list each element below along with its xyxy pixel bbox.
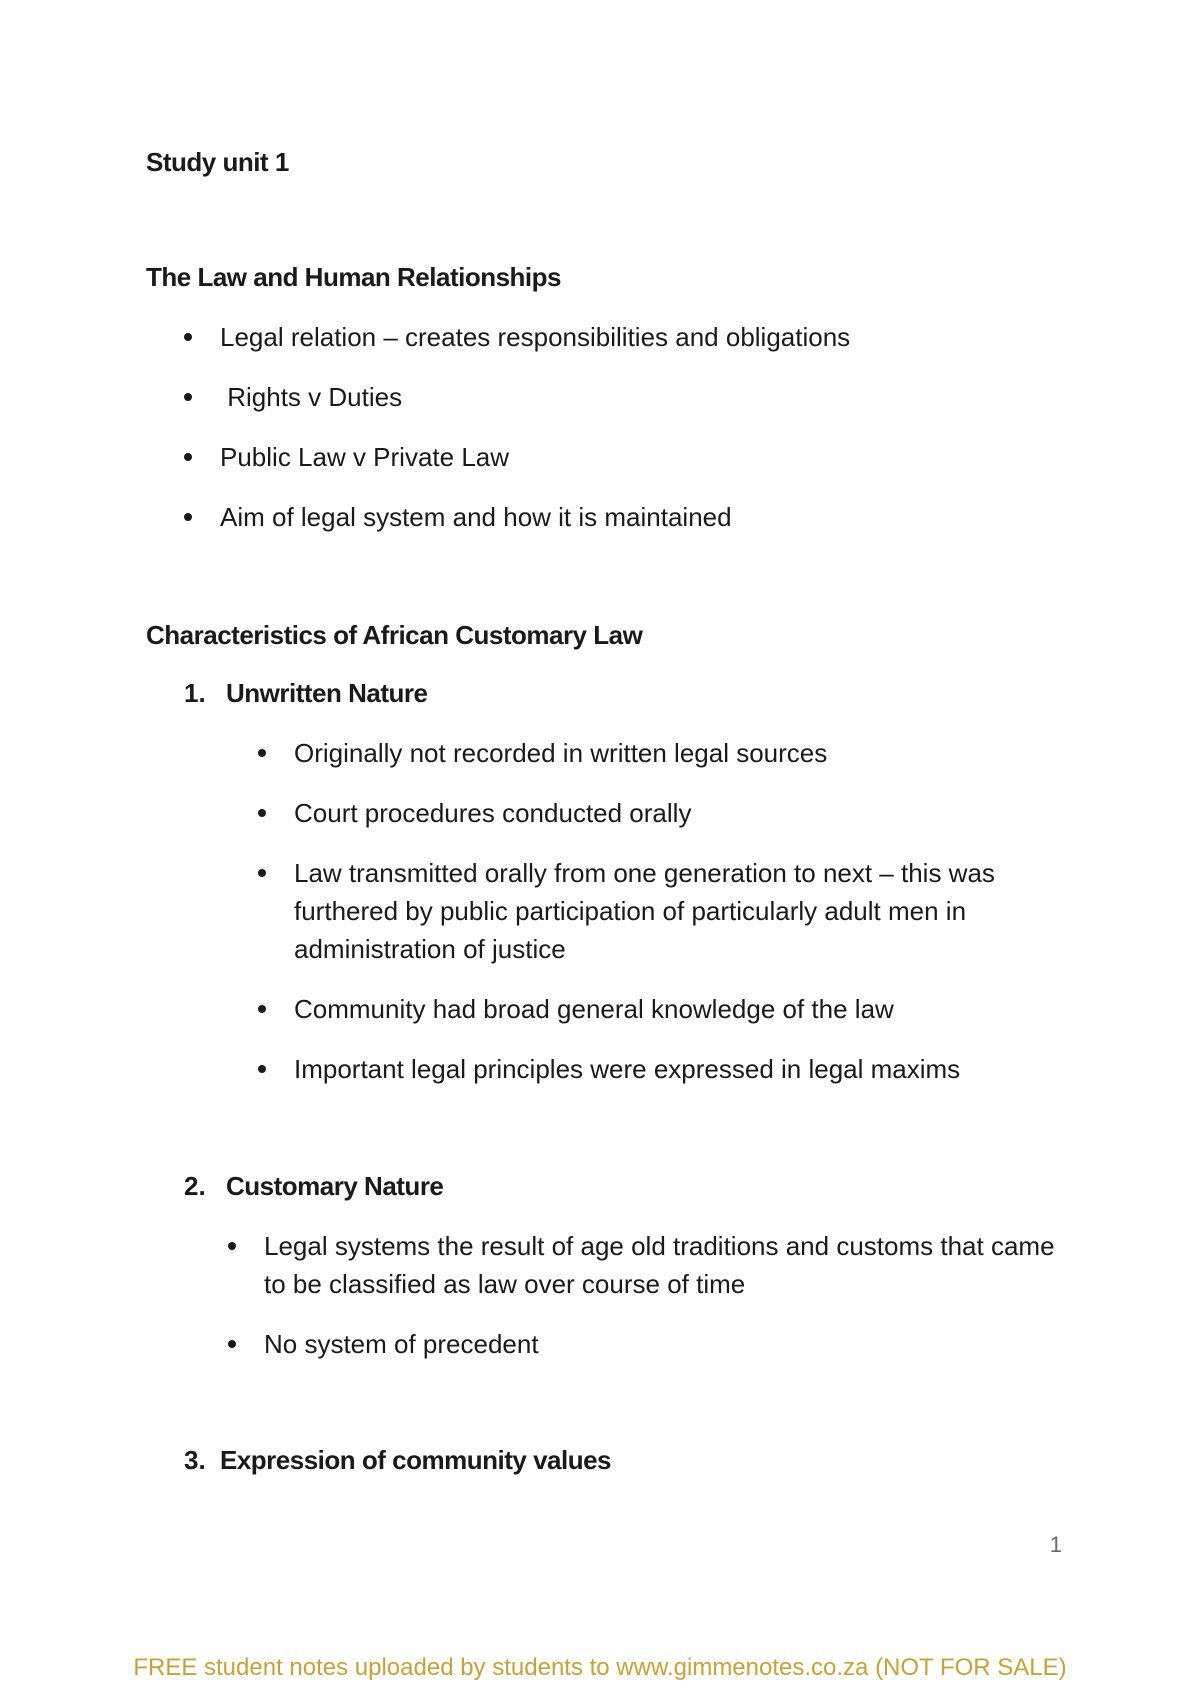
study-unit-title: Study unit 1 xyxy=(146,147,289,177)
list-item xyxy=(184,318,1084,356)
list-item xyxy=(184,438,1084,476)
item-number: 1. xyxy=(184,678,206,708)
list-item xyxy=(228,1325,1078,1363)
bullet-icon xyxy=(258,1005,266,1013)
item-number: 3. xyxy=(184,1445,206,1475)
section-heading-african-customary-law: Characteristics of African Customary Law xyxy=(146,620,643,650)
list-item-text: Originally not recorded in written legal sources xyxy=(294,738,828,768)
item-number: 2. xyxy=(184,1171,206,1201)
list-item xyxy=(184,498,1084,536)
bullet-icon xyxy=(258,809,266,817)
list-item-text: Public Law v Private Law xyxy=(220,442,510,472)
bullet-icon xyxy=(228,1340,236,1348)
list-item-text: Community had broad general knowledge of the law xyxy=(294,994,894,1024)
list-item-text: Important legal principles were expressed in legal maxims xyxy=(294,1054,961,1084)
item-title: Customary Nature xyxy=(226,1171,444,1201)
bullet-icon xyxy=(258,1065,266,1073)
bullet-icon xyxy=(258,749,266,757)
list-item-text: Court procedures conducted orally xyxy=(294,798,692,828)
bullet-icon xyxy=(184,453,192,461)
list-item-text: Rights v Duties xyxy=(220,382,403,412)
list-item-text: No system of precedent xyxy=(264,1329,539,1359)
bullet-icon xyxy=(258,869,266,877)
list-item-text: Aim of legal system and how it is maintained xyxy=(220,502,732,532)
list-item xyxy=(184,378,1084,416)
list-item xyxy=(258,1050,1078,1088)
list-item xyxy=(258,990,1078,1028)
section-heading-law-human-relationships: The Law and Human Relationships xyxy=(146,262,561,292)
list-item xyxy=(258,794,1078,832)
page-number: 1 xyxy=(1049,1532,1062,1557)
footer-notice: FREE student notes uploaded by students to www.gimmenotes.co.za (NOT FOR SALE) xyxy=(133,1654,1067,1681)
list-item xyxy=(258,734,1078,772)
bullet-icon xyxy=(184,513,192,521)
list-item xyxy=(258,854,1078,968)
item-title: Unwritten Nature xyxy=(226,678,428,708)
bullet-icon xyxy=(228,1242,236,1250)
list-item-text: Law transmitted orally from one generation to next – this was furthered by public participation of particularly adult men in administration of justice xyxy=(294,858,995,964)
item-title: Expression of community values xyxy=(220,1445,612,1475)
bullet-icon xyxy=(184,393,192,401)
list-item-text: Legal relation – creates responsibilities and obligations xyxy=(220,322,851,352)
list-item xyxy=(228,1227,1078,1303)
bullet-icon xyxy=(184,333,192,341)
list-item-text: Legal systems the result of age old traditions and customs that came to be classified as law over course of time xyxy=(264,1231,1055,1299)
